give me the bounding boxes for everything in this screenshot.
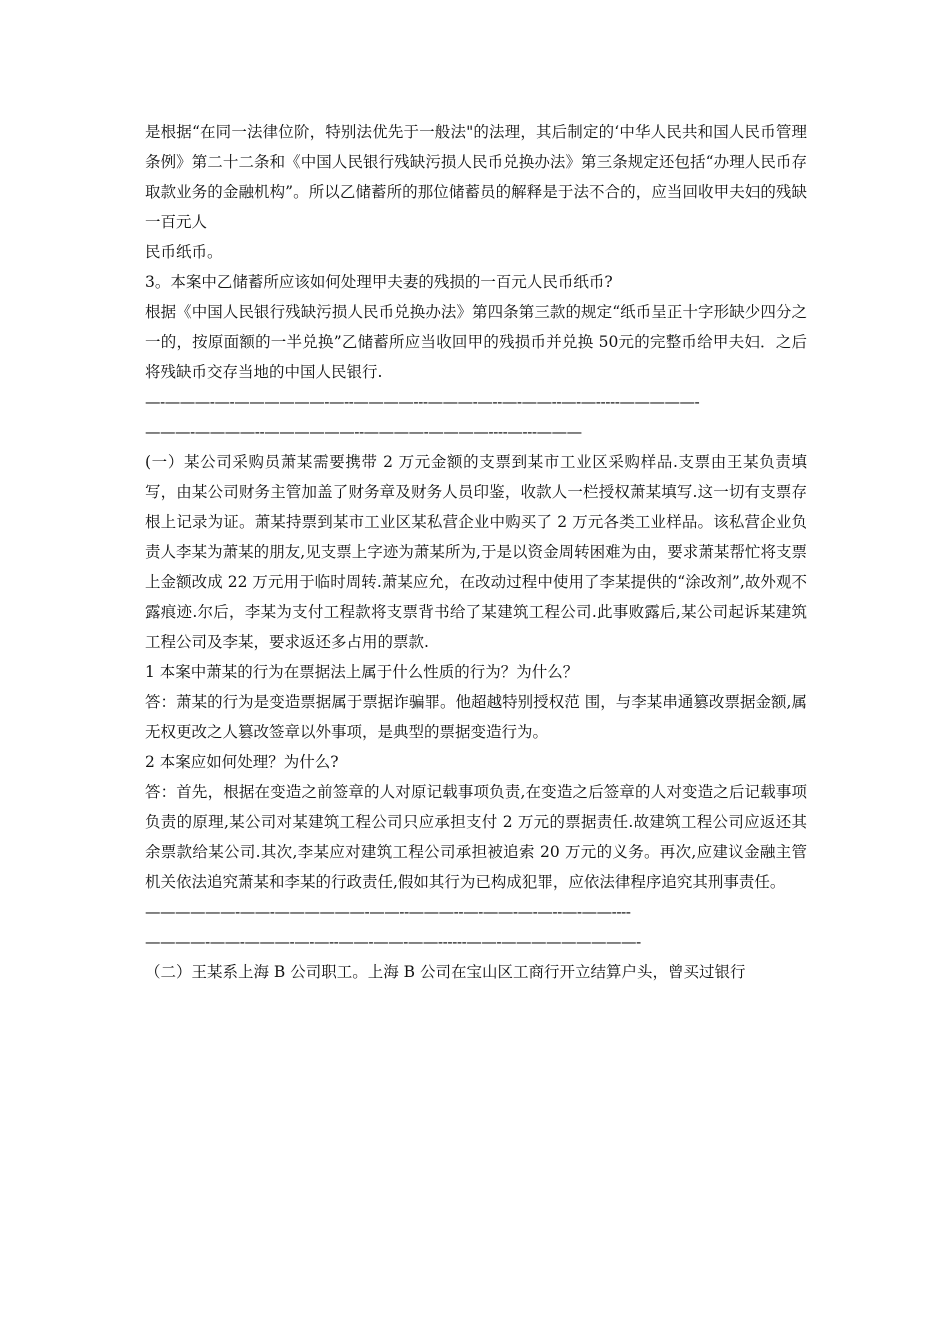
case-one-answer-1: 答：萧某的行为是变造票据属于票据诈骗罪。他超越特别授权范 围，与李某串通篡改票据金额,属无权更改之人篡改签章以外事项，是典型的票据变造行为。	[145, 693, 807, 741]
document-page	[145, 117, 807, 987]
question-3: 3。本案中乙储蓄所应该如何处理甲夫妻的残损的一百元人民币纸币?	[145, 273, 613, 291]
case-one-question-2: 2 本案应如何处理？为什么?	[145, 753, 339, 771]
dash-separator-2a: ——————-——-——————-——--———--—-——-—-—--—-——----	[145, 903, 631, 921]
paragraph-continuation: 民币纸币。	[145, 243, 223, 261]
case-one-description: (一）某公司采购员萧某需要携带 2 万元金额的支票到某市工业区采购样品.支票由王某负责填写，由某公司财务主管加盖了财务章及财务人员印鉴，收款人一栏授权萧某填写.这一切有支票存根上记录为证。萧某持票到某市工业区某私营企业中购买了 2 万元各类工业样品。该私营企业负责人李某为萧某的朋友,见支票上字迹为萧某所为,于是以资金周转困难为由，要求萧某帮忙将支票上金额改成 22 万元用于临时周转.萧某应允，在改动过程中使用了李某提供的“涂改剂”,故外观不露痕迹.尔后，李某为支付工程款将支票背书给了某建筑工程公司.此事败露后,某公司起诉某建筑工程公司及李某，要求返还多占用的票款.	[145, 453, 807, 651]
answer-3: 根据《中国人民银行残缺污损人民币兑换办法》第四条第三款的规定“纸币呈正十字形缺少四分之一的，按原面额的一半兑换”乙储蓄所应当收回甲的残损币并兑换 50元的完整币给甲夫妇．之后将残缺币交存当地的中国人民银行.	[145, 303, 807, 381]
case-two-description: （二）王某系上海 B 公司职工。上海 B 公司在宝山区工商行开立结算户头，曾买过银行	[145, 963, 746, 981]
paragraph-legal-principle: 是根据“在同一法律位阶，特别法优先于一般法"的法理，其后制定的‘中华人民共和国人民币管理条例》第二十二条和《中国人民银行残缺污损人民币兑换办法》第三条规定还包括“办理人民币存取款业务的金融机构”。所以乙储蓄所的那位储蓄员的解释是于法不合的，应当回收甲夫妇的残缺一百元人	[145, 123, 807, 231]
dash-separator-2b: ————-——-———-—-—--——-——-——------——-—————————-	[145, 933, 641, 951]
dash-separator-1a: —-———-—-——————-—--————---———-—--—-——--—-—-----—————-	[145, 393, 700, 411]
case-one-answer-2: 答：首先，根据在变造之前签章的人对原记载事项负责,在变造之后签章的人对变造之后记载事项负责的原理,某公司对某建筑工程公司只应承担支付 2 万元的票据责任.故建筑工程公司应返还其余票款给某公司.其次,李某应对建筑工程公司承担被追索 20 万元的义务。再次,应建议金融主管机关依法追究萧某和李某的行政责任,假如其行为已构成犯罪，应依法律程序追究其刑事责任。	[145, 783, 807, 891]
dash-separator-1b: ———-————--——————--————-————----—---———	[145, 423, 582, 441]
case-one-question-1: 1 本案中萧某的行为在票据法上属于什么性质的行为？为什么？	[145, 663, 579, 681]
